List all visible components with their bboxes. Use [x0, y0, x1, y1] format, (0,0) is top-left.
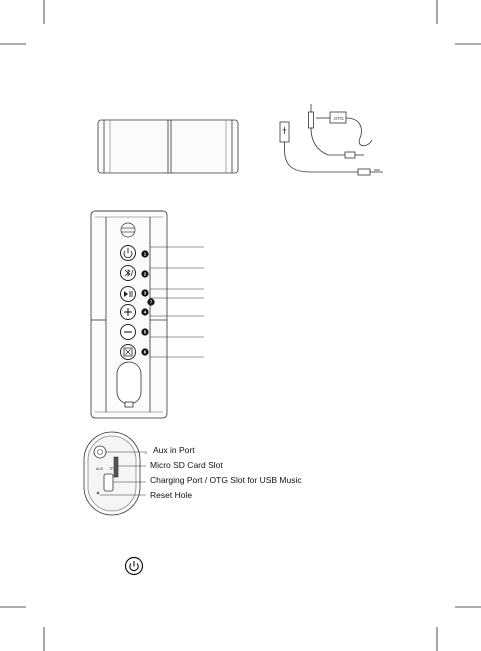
callout-number: 5: [143, 329, 147, 335]
callout-number: 4: [143, 309, 147, 315]
microsd-slot-label: Micro SD Card Slot: [150, 460, 223, 470]
reset-hole-label: Reset Hole: [150, 490, 193, 500]
button-volume-up[interactable]: [121, 305, 136, 320]
callout-number: 3: [143, 290, 147, 296]
button-bluetooth-phone[interactable]: [121, 266, 136, 281]
callout-number: 2: [143, 271, 147, 277]
button-mode[interactable]: [121, 345, 136, 360]
cable-accessories: [280, 104, 383, 175]
speaker-lanyard-slot: [117, 362, 141, 404]
callout-number: 7: [149, 299, 153, 305]
speaker-side-panel: [84, 432, 140, 515]
power-icon: [124, 556, 144, 576]
button-power[interactable]: [121, 246, 136, 261]
callout-number: 1: [143, 251, 147, 257]
charging-port-label: Charging Port / OTG Slot for USB Music: [150, 475, 302, 485]
reset-hole[interactable]: [97, 492, 100, 495]
card-marking: TF: [109, 467, 114, 471]
button-play-pause[interactable]: [121, 287, 136, 302]
micro-usb-plug: [358, 169, 370, 175]
aux-plug-right: [345, 152, 355, 158]
aux-in-port[interactable]: [94, 446, 106, 458]
charging-otg-port[interactable]: [104, 474, 113, 491]
aux-plug: [309, 112, 314, 128]
micro-sd-slot[interactable]: [114, 457, 118, 477]
speaker-top-view: [98, 120, 238, 173]
speaker-grille: [121, 223, 135, 237]
callout-number: 6: [143, 349, 147, 355]
aux-marking: AUX: [96, 467, 104, 471]
button-volume-down[interactable]: [121, 325, 136, 340]
otg-tag: OTG: [334, 116, 344, 121]
aux-port-label: Aux in Port: [153, 445, 195, 455]
